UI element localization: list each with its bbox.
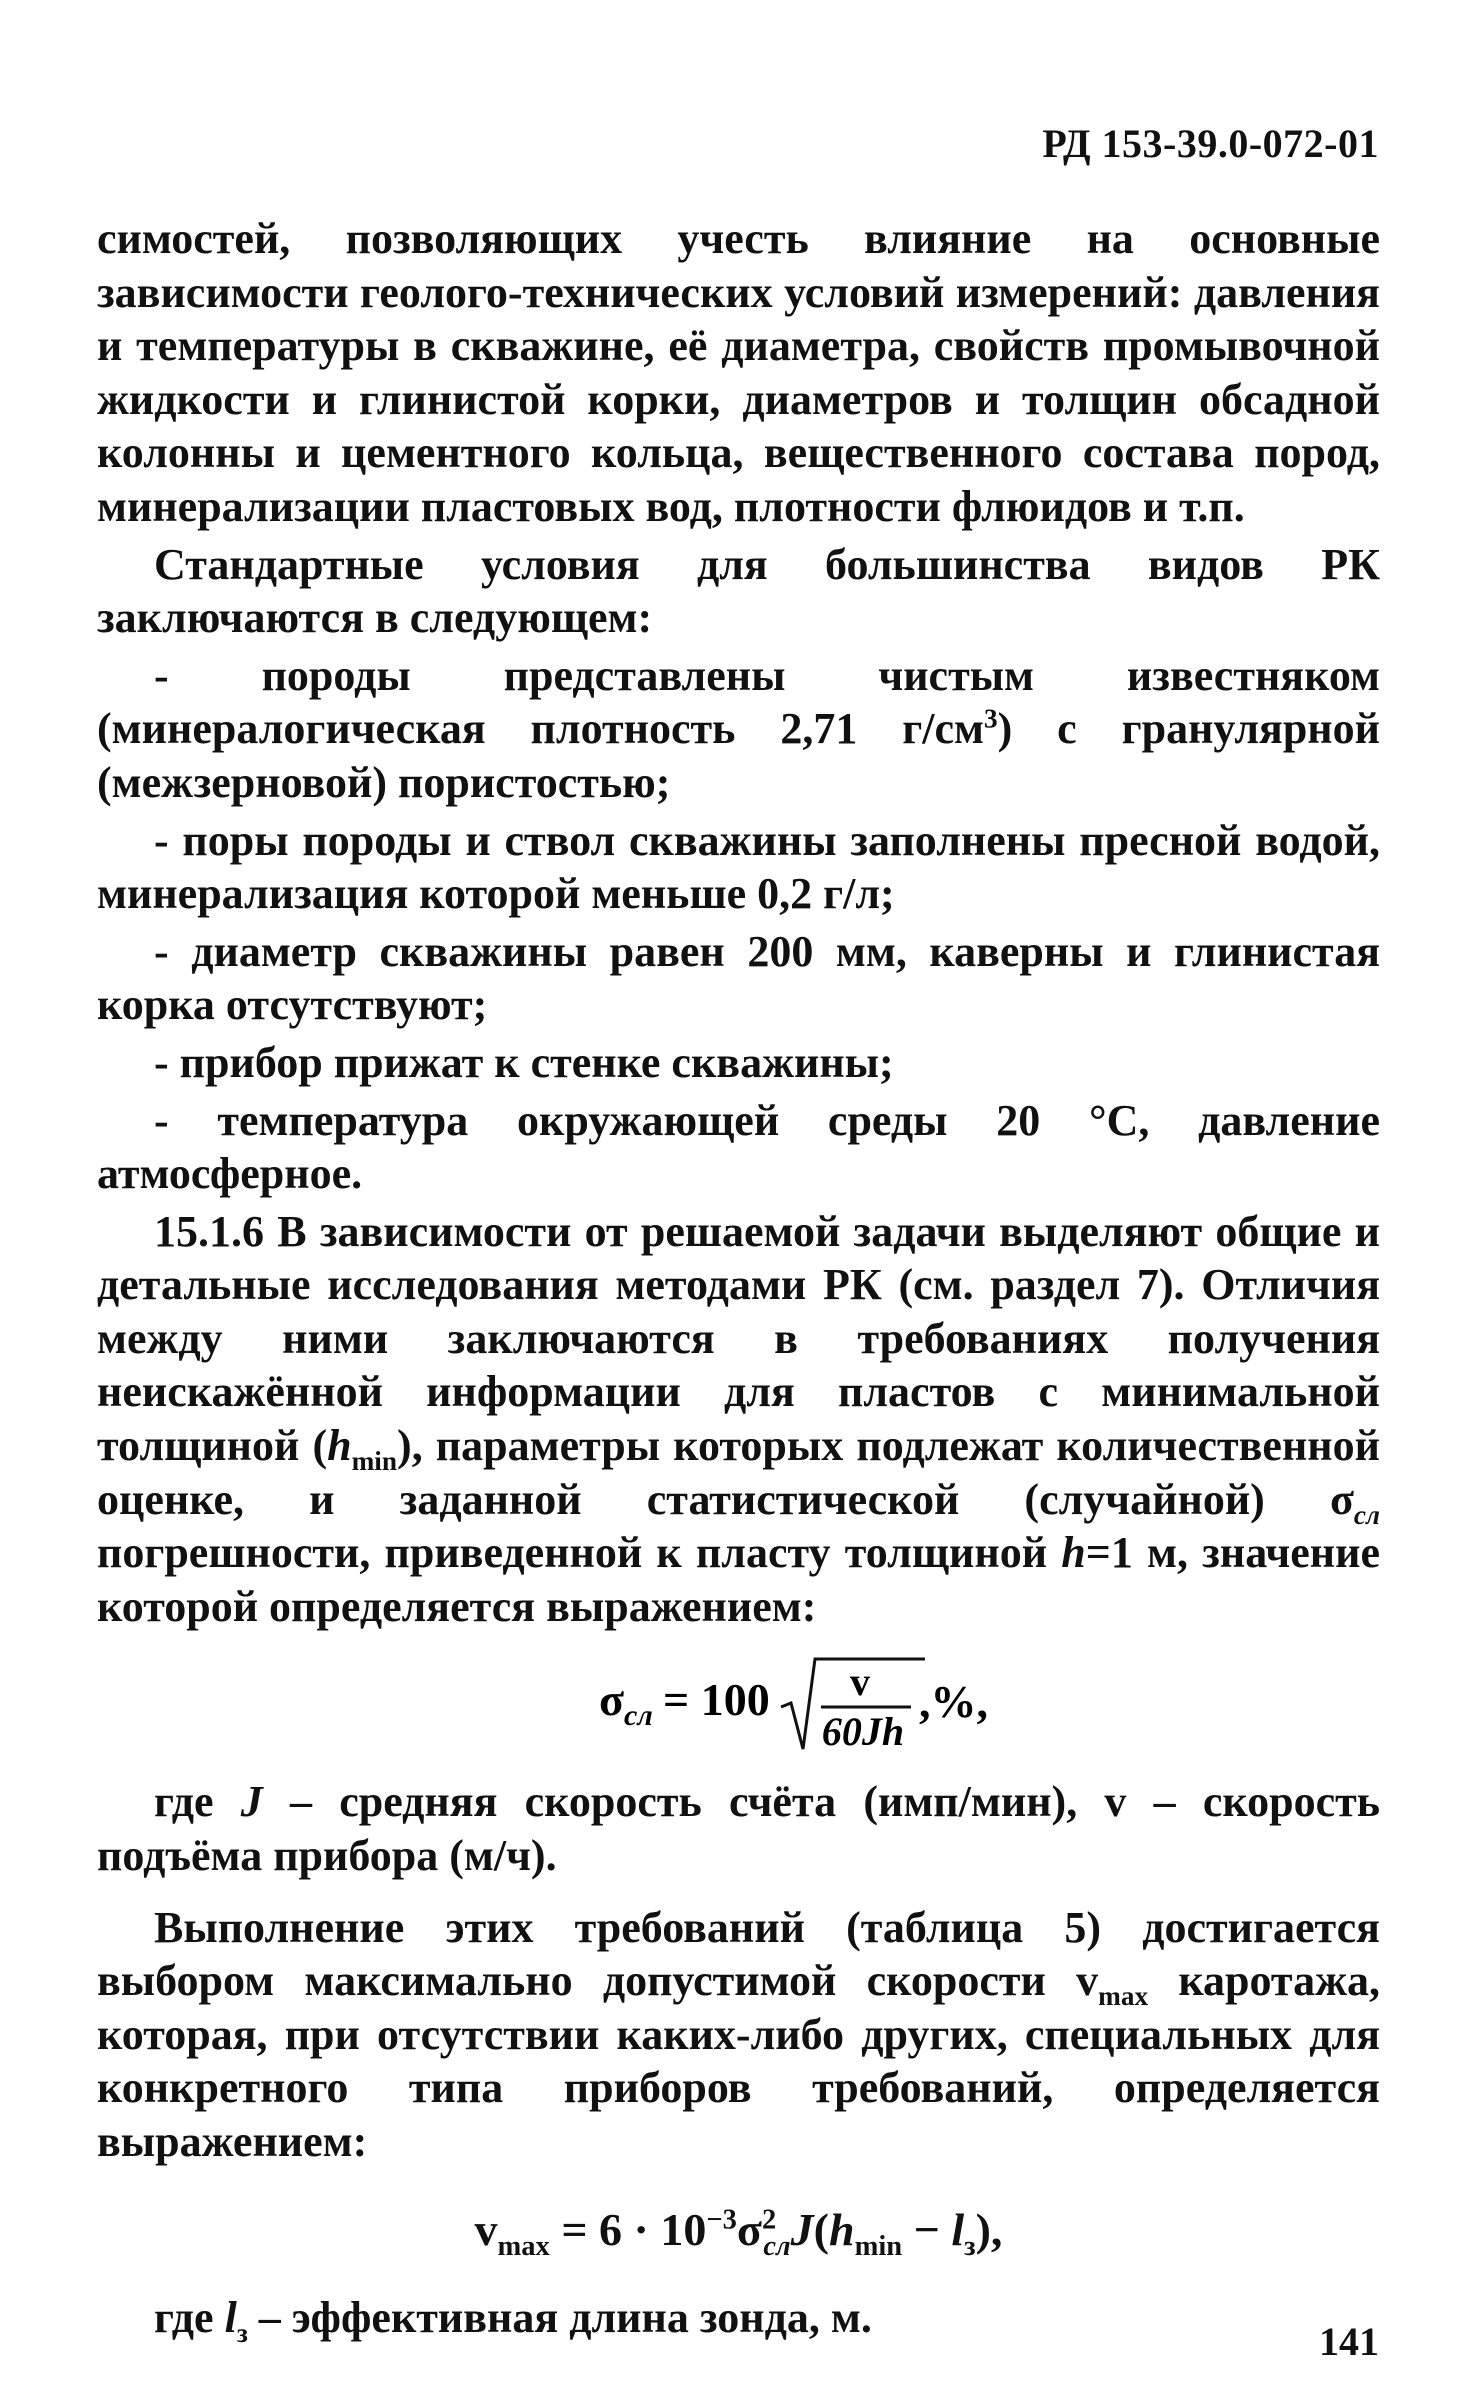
list-item: - прибор прижат к стенке скважины; bbox=[154, 1037, 894, 1087]
formula-sigma-numerator: v bbox=[850, 1659, 870, 1705]
paragraph: 15.1.6 В зависимости от решаемой задачи выделяют общие и детальные исследования методами РК (см. раздел 7). Отличия между ними заключаются в требованиях получения неискажённой информации для пластов с минимальной толщиной $(h_{min})$, параметры которых подлежат количественной оценке, и заданной статистической (случайной) $\sigma_{сл}$ погрешности, приведенной к пласту толщиной h=1 м, значение которой определяется выражением: bbox=[97, 1206, 1381, 1631]
formula-sigma-lhs: σ bbox=[599, 1674, 625, 1726]
formula-vmax-expression: $v_{max} = 6 \cdot 10^{-3}\sigma^2_{сл}J(h_{min} - l_з)$, bbox=[474, 2203, 1003, 2262]
paragraph: Выполнение этих требований (таблица 5) достигается выбором максимально допустимой скорости $v_{max}$ каротажа, которая, при отсутствии каких-либо других, специальных для конкретного типа приборов требований, определяется выражением: bbox=[97, 1902, 1380, 2166]
list-item: - температура окружающей среды 20 °С, давление атмосферное. bbox=[97, 1095, 1380, 1199]
paragraph: где $l_з$ – эффективная длина зонда, м. bbox=[154, 2292, 872, 2348]
list-item: - поры породы и ствол скважины заполнены пресной водой, минерализация которой меньше 0,2 г/л; bbox=[97, 815, 1380, 919]
formula-sigma-lhs-sub: сл bbox=[624, 1699, 653, 1733]
document-code-header: РД 153-39.0-072-01 bbox=[1042, 121, 1379, 166]
formula-sigma-coef: = 100 bbox=[663, 1674, 770, 1726]
formula-sigma-svg bbox=[97, 1647, 1380, 1757]
list-item: - породы представлены чистым известняком (минералогическая плотность 2,71 $г/см^3$) с гранулярной (межзерновой) пористостью; bbox=[97, 650, 1380, 807]
formula-sigma-denominator: 60Jh bbox=[821, 1709, 905, 1755]
formula-sigma-suffix: ,%, bbox=[919, 1676, 988, 1728]
paragraph: где J – средняя скорость счёта (имп/мин), v – скорость подъёма прибора (м/ч). bbox=[97, 1777, 1381, 1881]
page-number: 141 bbox=[1319, 2319, 1379, 2364]
formula-vmax bbox=[97, 2195, 1380, 2265]
list-item: - диаметр скважины равен 200 мм, каверны и глинистая корка отсутствуют; bbox=[97, 926, 1380, 1030]
body-text bbox=[97, 212, 1381, 2348]
formula-sigma bbox=[97, 1647, 1380, 1757]
paragraph: Стандартные условия для большинства видов РК заключаются в следующем: bbox=[97, 539, 1380, 643]
paragraph: симостей, позволяющих учесть влияние на основные зависимости геолого-технических условий измерений: давления и температуры в скважине, её диаметра, свойств промывочной жидкости и глинистой корки, диаметров и толщин обсадной колонны и цементного кольца, вещественного состава пород, минерализации пластовых вод, плотности флюидов и т.п. bbox=[97, 214, 1380, 531]
